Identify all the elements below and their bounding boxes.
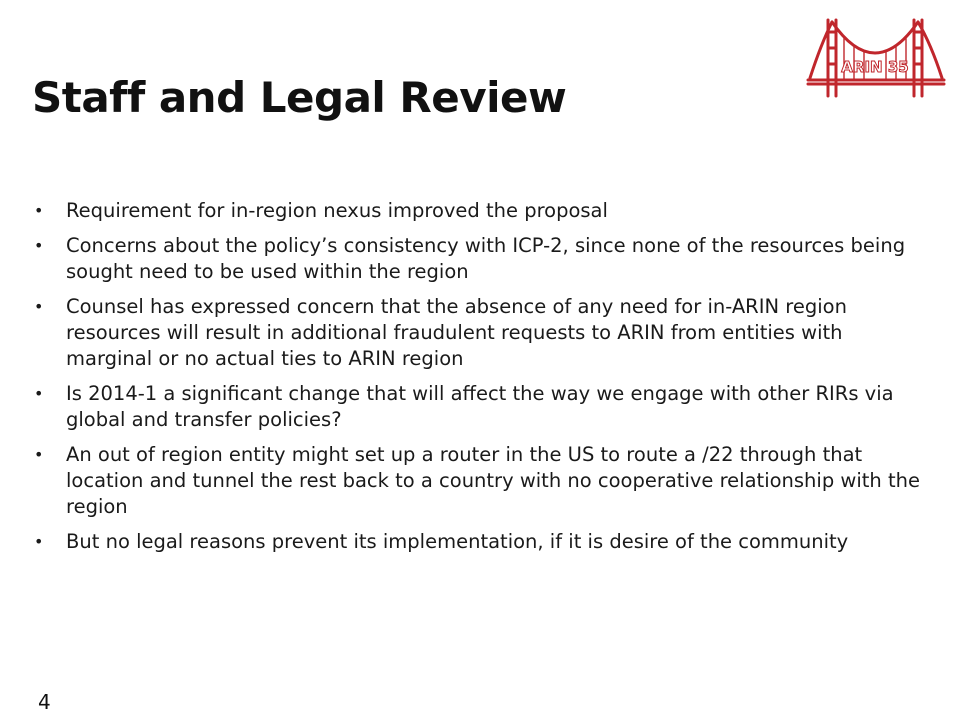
bullet-item (34, 233, 924, 285)
bullet-text: Counsel has expressed concern that the absence of any need for in-ARIN region resources will result in additional fraudulent requests to ARIN from entities with marginal or no actual ties to ARIN region (66, 295, 847, 370)
bullet-text: Concerns about the policy’s consistency with ICP-2, since none of the resources being sought need to be used within the region (66, 234, 906, 283)
bullet-dot: • (34, 236, 44, 255)
logo-text: ARIN 35 (841, 58, 909, 76)
bullet-item (34, 442, 924, 520)
bullet-text: Is 2014-1 a significant change that will affect the way we engage with other RIRs via global and transfer policies? (66, 382, 894, 431)
arin35-bridge-logo (806, 14, 946, 104)
bullet-item (34, 529, 924, 555)
bullet-item (34, 294, 924, 372)
bullet-dot: • (34, 201, 44, 220)
bullet-item (34, 198, 924, 224)
bullet-text: An out of region entity might set up a router in the US to route a /22 through that location and tunnel the rest back to a country with no cooperative relationship with the region (66, 443, 920, 518)
bullet-dot: • (34, 532, 44, 551)
slide-number: 4 (38, 690, 51, 714)
bullet-list (34, 198, 924, 564)
bullet-dot: • (34, 445, 44, 464)
slide-title: Staff and Legal Review (32, 73, 567, 122)
bullet-dot: • (34, 297, 44, 316)
bullet-item (34, 381, 924, 433)
bullet-text: But no legal reasons prevent its implementation, if it is desire of the community (66, 530, 849, 553)
bullet-text: Requirement for in-region nexus improved the proposal (66, 199, 608, 222)
bullet-dot: • (34, 384, 44, 403)
